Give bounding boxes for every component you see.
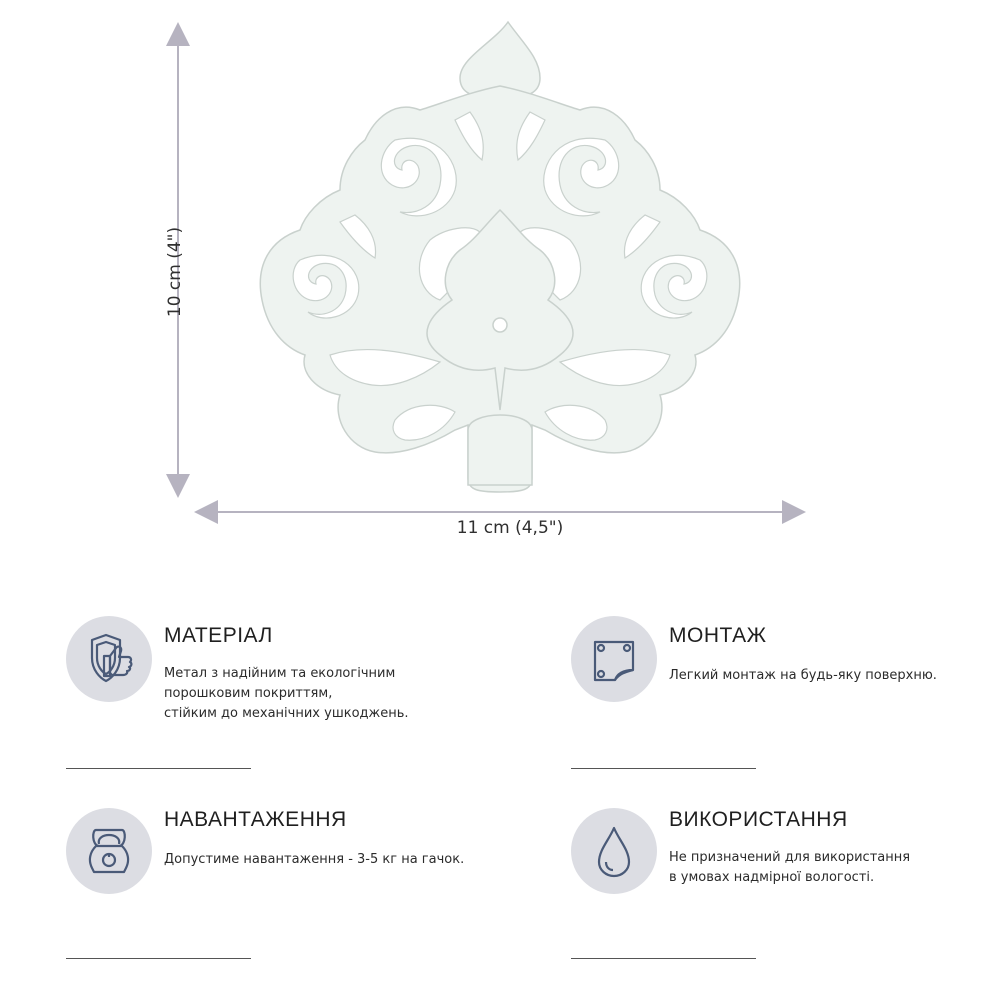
feature-text-load: Допустиме навантаження - 3-5 кг на гачок. [164, 852, 465, 867]
feature-text-mounting: Легкий монтаж на будь-яку поверхню. [669, 668, 937, 683]
feature-title-mounting: МОНТАЖ [669, 624, 767, 647]
divider [66, 958, 251, 959]
ornamental-hook [260, 22, 739, 492]
feature-title-material: МАТЕРІАЛ [164, 624, 273, 647]
height-label: 10 cm (4") [165, 226, 185, 318]
shield-thumbs-up-icon [66, 616, 152, 702]
feature-text-usage: Не призначений для використання в умовах надмірної вологості. [669, 850, 911, 885]
divider [66, 768, 251, 769]
feature-title-usage: ВИКОРИСТАННЯ [669, 808, 848, 831]
kettlebell-icon [66, 808, 152, 894]
water-drop-icon [571, 808, 657, 894]
width-label: 11 cm (4,5") [456, 518, 564, 538]
divider [571, 958, 756, 959]
feature-title-load: НАВАНТАЖЕННЯ [164, 808, 347, 831]
feature-text-material: Метал з надійним та екологічним порошковим покриттям, стійким до механічних ушкоджень. [164, 666, 409, 721]
divider [571, 768, 756, 769]
mounting-plate-icon [571, 616, 657, 702]
